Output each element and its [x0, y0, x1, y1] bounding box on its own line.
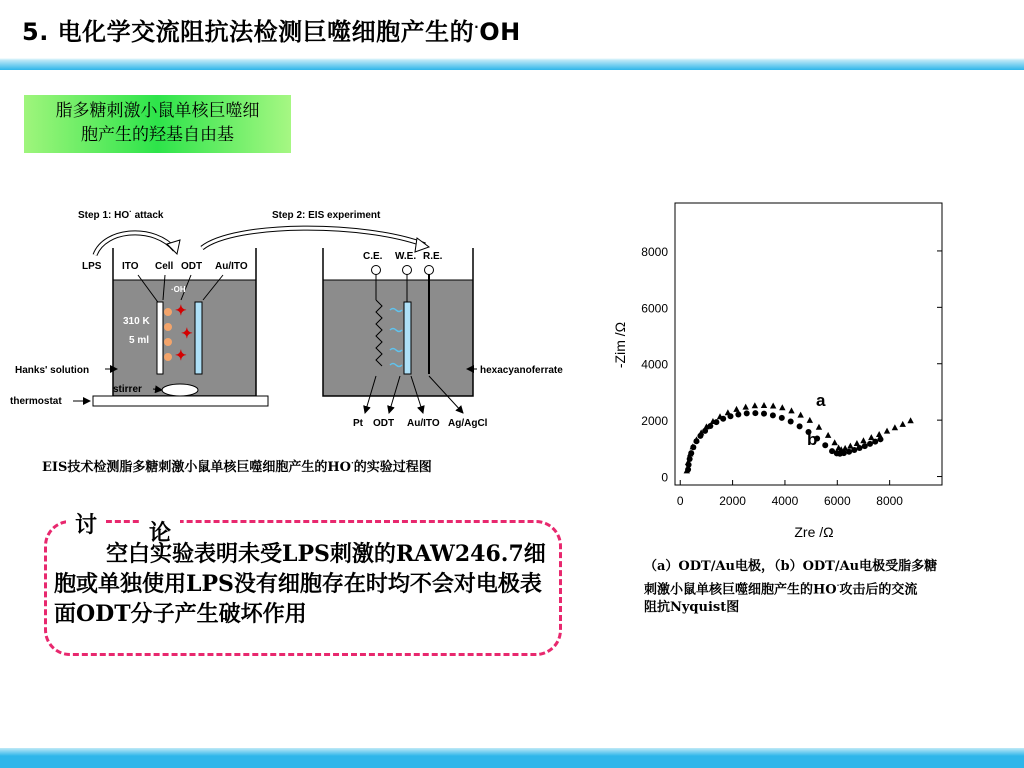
point-series-b [744, 410, 750, 416]
point-series-b [841, 450, 847, 456]
point-series-a [825, 432, 831, 438]
x-axis-ticks [677, 480, 903, 508]
step2-arrow [202, 228, 425, 248]
point-series-b [688, 450, 694, 456]
beaker-2-solution [323, 280, 473, 396]
step2-label: Step 2: EIS experiment [272, 210, 381, 221]
point-series-a [900, 421, 906, 427]
svg-text:Au/ITO: Au/ITO [215, 261, 248, 272]
svg-text:hexacyanoferrate: hexacyanoferrate [480, 365, 563, 376]
point-series-b [687, 456, 693, 462]
point-series-b [752, 410, 758, 416]
data-points [684, 402, 914, 473]
x-axis-label: Zre /Ω [794, 524, 834, 540]
svg-text:R.E.: R.E. [423, 251, 443, 262]
point-series-b [779, 415, 785, 421]
svg-text:ITO: ITO [122, 261, 139, 272]
x-tick-label: 4000 [771, 494, 799, 508]
svg-text:stirrer: stirrer [113, 384, 142, 395]
svg-text:✦: ✦ [181, 325, 193, 341]
step1-arrow [95, 233, 175, 255]
point-series-b [867, 441, 873, 447]
y-axis-label: -Zim /Ω [612, 321, 628, 369]
point-series-a [761, 402, 767, 408]
point-series-b [857, 445, 863, 451]
chart-caption [644, 558, 1014, 617]
point-series-b [690, 444, 696, 450]
discussion-tag-2: 论 [140, 516, 180, 544]
y-tick-label: 6000 [641, 301, 668, 316]
svg-text:Hanks' solution: Hanks' solution [15, 365, 90, 376]
series-label-b: b [807, 430, 818, 449]
series-label-a: a [816, 391, 826, 410]
y-tick-label: 8000 [641, 244, 668, 259]
svg-text:·OH: ·OH [171, 285, 186, 294]
point-series-a [779, 404, 785, 410]
step1-label: Step 1: HO· attack [78, 207, 164, 221]
point-series-a [797, 412, 803, 418]
svg-text:Cell: Cell [155, 261, 174, 272]
point-series-a [816, 424, 822, 430]
point-series-a [892, 424, 898, 430]
point-series-b [851, 447, 857, 453]
svg-text:ODT: ODT [373, 418, 395, 429]
point-series-b [720, 416, 726, 422]
point-series-b [761, 411, 767, 417]
svg-text:Ag/AgCl: Ag/AgCl [448, 418, 488, 429]
thermostat-plate [93, 396, 268, 406]
svg-text:LPS: LPS [82, 261, 102, 272]
topic-line-2: 胞产生的羟基自由基 [81, 125, 234, 145]
point-series-b [735, 412, 741, 418]
working-electrode [404, 302, 411, 374]
point-series-a [807, 417, 813, 423]
point-series-b [846, 449, 852, 455]
point-series-a [876, 431, 882, 437]
svg-text:5 ml: 5 ml [129, 335, 150, 346]
x-tick-label: 6000 [823, 494, 851, 508]
point-series-b [770, 412, 776, 418]
point-series-a [742, 404, 748, 410]
stirrer-bar [162, 384, 198, 396]
point-series-b [707, 423, 713, 429]
chart-caption-line-3: 阻抗Nyquist图 [644, 600, 740, 616]
page-title: 5. 电化学交流阻抗法检测巨噬细胞产生的·OH [22, 18, 521, 46]
point-series-a [733, 406, 739, 412]
chart-caption-line-1: （a）ODT/Au电极，（b）ODT/Au电极受脂多糖 [644, 559, 938, 574]
point-series-b [702, 428, 708, 434]
y-tick-label: 0 [661, 470, 668, 485]
point-series-a [860, 437, 866, 443]
svg-text:Au/ITO: Au/ITO [407, 418, 440, 429]
svg-text:ODT: ODT [181, 261, 203, 272]
chart-caption-line-2: 刺激小鼠单核巨噬细胞产生的HO·攻击后的交流 [644, 580, 918, 598]
point-series-b [693, 438, 699, 444]
point-series-a [907, 417, 913, 423]
point-series-b [713, 419, 719, 425]
point-series-a [770, 403, 776, 409]
svg-text:C.E.: C.E. [363, 251, 383, 262]
svg-text:W.E.: W.E. [395, 251, 417, 262]
y-axis-ticks [641, 245, 942, 485]
nyquist-chart [600, 195, 1000, 550]
diagram-caption: EIS技术检测脂多糖刺激小鼠单核巨噬细胞产生的HO·的实验过程图 [42, 457, 432, 475]
x-tick-label: 8000 [876, 494, 903, 508]
discussion-text: 空白实验表明未受LPS刺激的RAW246.7细胞或单独使用LPS没有细胞存在时均不会对电极表面ODT分子产生破坏作用 [54, 541, 546, 627]
y-tick-label: 4000 [641, 357, 668, 372]
point-series-b [686, 462, 692, 468]
point-series-b [862, 443, 868, 449]
svg-text:310 K: 310 K [123, 316, 150, 327]
point-series-b [877, 436, 883, 442]
x-tick-label: 0 [676, 494, 684, 508]
svg-text:✦: ✦ [175, 347, 187, 363]
point-series-b [872, 439, 878, 445]
svg-text:Pt: Pt [353, 418, 363, 429]
point-series-b [822, 442, 828, 448]
point-series-a [752, 402, 758, 408]
topic-line-1: 脂多糖刺激小鼠单核巨噬细 [55, 101, 260, 121]
svg-text:✦: ✦ [175, 302, 187, 318]
au-ito-electrode [195, 302, 202, 374]
svg-text:thermostat: thermostat [10, 396, 62, 407]
point-series-a [884, 428, 890, 434]
y-tick-label: 2000 [641, 414, 668, 429]
point-series-b [697, 433, 703, 439]
point-series-a [831, 439, 837, 445]
point-series-b [797, 423, 803, 429]
ito-electrode [157, 302, 163, 374]
experiment-diagram [5, 200, 595, 435]
bottom-bar [0, 748, 1024, 768]
topic-box [24, 95, 291, 153]
point-series-b [788, 419, 794, 425]
point-series-b [727, 413, 733, 419]
x-tick-label: 2000 [719, 494, 746, 508]
point-series-a [788, 407, 794, 413]
discussion-tag-1: 讨 [66, 508, 106, 536]
